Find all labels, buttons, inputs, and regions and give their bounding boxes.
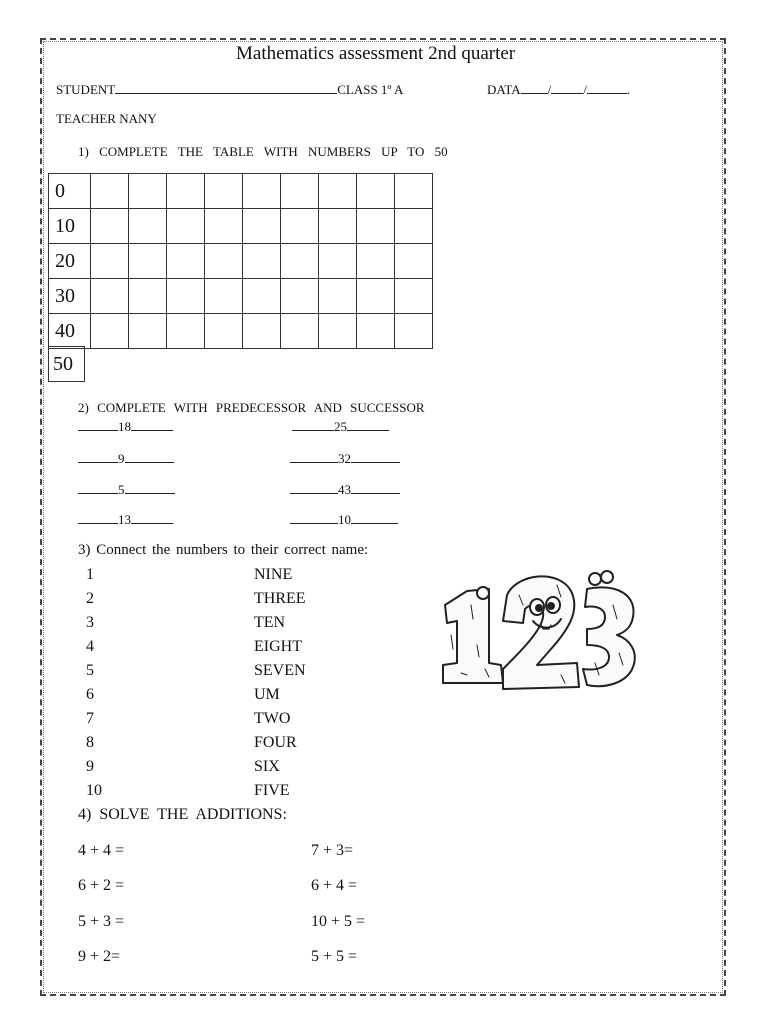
table-cell[interactable] — [357, 244, 395, 279]
predecessor-blank[interactable] — [78, 511, 118, 524]
table-row — [49, 314, 433, 349]
table-cell[interactable] — [243, 314, 281, 349]
predecessor-blank[interactable] — [78, 481, 118, 494]
number-name[interactable]: UM — [254, 686, 280, 703]
predecessor-blank[interactable] — [290, 481, 338, 494]
number-label: 18 — [118, 419, 131, 434]
number-item: 9 — [86, 758, 94, 775]
table-cell[interactable] — [91, 209, 129, 244]
pred-succ-item — [78, 481, 175, 498]
table-cell[interactable] — [395, 209, 433, 244]
q1-heading: 1) COMPLETE THE TABLE WITH NUMBERS UP TO 50 — [78, 144, 448, 159]
table-cell[interactable] — [91, 244, 129, 279]
table-cell[interactable] — [91, 174, 129, 209]
pred-succ-item — [290, 511, 398, 528]
addition-item[interactable]: 5 + 3 = — [78, 913, 125, 930]
addition-item[interactable]: 7 + 3= — [311, 842, 354, 859]
table-cell[interactable] — [91, 314, 129, 349]
table-cell[interactable] — [243, 174, 281, 209]
table-cell[interactable] — [357, 279, 395, 314]
table-cell[interactable] — [167, 209, 205, 244]
table-cell[interactable] — [129, 174, 167, 209]
number-label: 5 — [118, 482, 125, 497]
number-label: 13 — [118, 512, 131, 527]
date-row: DATA / / . — [487, 82, 631, 97]
pred-succ-item — [78, 418, 173, 435]
table-cell[interactable] — [205, 174, 243, 209]
table-cell[interactable] — [91, 279, 129, 314]
number-item: 7 — [86, 710, 94, 727]
addition-item[interactable]: 9 + 2= — [78, 948, 121, 965]
table-cell[interactable] — [395, 279, 433, 314]
teacher-label: TEACHER NANY — [56, 111, 157, 126]
table-cell[interactable] — [205, 209, 243, 244]
successor-blank[interactable] — [351, 481, 400, 494]
table-cell[interactable] — [205, 244, 243, 279]
table-cell[interactable] — [167, 314, 205, 349]
table-cell[interactable] — [319, 209, 357, 244]
number-label: 10 — [338, 512, 351, 527]
student-name-blank[interactable] — [115, 81, 337, 94]
table-row — [49, 244, 433, 279]
date-label: DATA — [487, 82, 521, 97]
table-cell[interactable] — [243, 279, 281, 314]
number-name[interactable]: EIGHT — [254, 638, 302, 655]
worksheet-title: Mathematics assessment 2nd quarter — [236, 43, 516, 64]
table-cell[interactable] — [281, 244, 319, 279]
row-label: 10 — [49, 209, 91, 244]
table-cell[interactable] — [319, 279, 357, 314]
number-item: 4 — [86, 638, 94, 655]
table-cell[interactable] — [357, 174, 395, 209]
successor-blank[interactable] — [125, 450, 174, 463]
predecessor-blank[interactable] — [290, 511, 338, 524]
q4-heading: 4) SOLVE THE ADDITIONS: — [78, 806, 287, 823]
number-label: 25 — [334, 419, 347, 434]
pred-succ-item — [78, 450, 174, 467]
predecessor-blank[interactable] — [290, 450, 338, 463]
table-cell[interactable] — [281, 209, 319, 244]
successor-blank[interactable] — [125, 481, 175, 494]
predecessor-blank[interactable] — [78, 450, 118, 463]
table-cell[interactable] — [205, 314, 243, 349]
table-cell[interactable] — [281, 279, 319, 314]
table-cell[interactable] — [281, 174, 319, 209]
pred-succ-item — [292, 418, 389, 435]
addition-item[interactable]: 4 + 4 = — [78, 842, 125, 859]
number-item: 2 — [86, 590, 94, 607]
table-cell[interactable] — [243, 209, 281, 244]
successor-blank[interactable] — [131, 511, 173, 524]
table-cell[interactable] — [129, 279, 167, 314]
table-cell[interactable] — [129, 314, 167, 349]
table-cell[interactable] — [357, 314, 395, 349]
successor-blank[interactable] — [347, 418, 389, 431]
table-row — [49, 174, 433, 209]
number-table — [48, 173, 433, 349]
class-label: CLASS 1º A — [337, 82, 404, 97]
successor-blank[interactable] — [351, 450, 400, 463]
predecessor-blank[interactable] — [78, 418, 118, 431]
table-cell[interactable] — [281, 314, 319, 349]
date-day-blank[interactable] — [521, 81, 548, 94]
number-name[interactable]: TWO — [254, 710, 291, 727]
table-cell[interactable] — [319, 174, 357, 209]
number-name[interactable]: NINE — [254, 566, 293, 583]
table-cell[interactable] — [129, 244, 167, 279]
number-name[interactable]: FOUR — [254, 734, 297, 751]
number-item: 5 — [86, 662, 94, 679]
number-label: 43 — [338, 482, 351, 497]
date-month-blank[interactable] — [551, 81, 583, 94]
number-label: 9 — [118, 451, 125, 466]
date-year-blank[interactable] — [587, 81, 627, 94]
table-cell[interactable] — [205, 279, 243, 314]
number-123-cartoon-icon — [437, 565, 647, 695]
number-name[interactable]: FIVE — [254, 782, 290, 799]
number-item: 6 — [86, 686, 94, 703]
addition-item[interactable]: 10 + 5 = — [311, 913, 366, 930]
successor-blank[interactable] — [351, 511, 398, 524]
table-cell[interactable] — [243, 244, 281, 279]
table-cell[interactable] — [395, 244, 433, 279]
row-label: 0 — [49, 174, 91, 209]
table-cell[interactable] — [395, 314, 433, 349]
row-label: 20 — [49, 244, 91, 279]
q3-heading: 3) Connect the numbers to their correct name: — [78, 542, 369, 558]
table-cell[interactable] — [319, 314, 357, 349]
number-name[interactable]: TEN — [254, 614, 286, 631]
number-item: 3 — [86, 614, 94, 631]
addition-item[interactable]: 6 + 2 = — [78, 877, 125, 894]
row-label-50: 50 — [48, 346, 85, 382]
number-name[interactable]: THREE — [254, 590, 306, 607]
q2-heading: 2) COMPLETE WITH PREDECESSOR AND SUCCESSOR — [78, 400, 425, 415]
number-item: 1 — [86, 566, 94, 583]
successor-blank[interactable] — [131, 418, 173, 431]
student-label: STUDENT — [56, 82, 116, 97]
table-row — [49, 279, 433, 314]
row-label: 30 — [49, 279, 91, 314]
number-label: 32 — [338, 451, 351, 466]
table-cell[interactable] — [167, 244, 205, 279]
pred-succ-item — [78, 511, 173, 528]
table-row — [49, 209, 433, 244]
number-item: 8 — [86, 734, 94, 751]
student-row — [56, 81, 403, 98]
table-cell[interactable] — [357, 209, 395, 244]
table-cell[interactable] — [167, 279, 205, 314]
number-name[interactable]: SIX — [254, 758, 280, 775]
table-cell[interactable] — [319, 244, 357, 279]
row-label: 40 — [49, 314, 91, 349]
table-cell[interactable] — [395, 174, 433, 209]
predecessor-blank[interactable] — [292, 418, 334, 431]
pred-succ-item — [290, 481, 400, 498]
number-name[interactable]: SEVEN — [254, 662, 306, 679]
pred-succ-item — [290, 450, 400, 467]
addition-item[interactable]: 5 + 5 = — [311, 948, 358, 965]
table-cell[interactable] — [167, 174, 205, 209]
number-item: 10 — [86, 782, 102, 799]
table-cell[interactable] — [129, 209, 167, 244]
addition-item[interactable]: 6 + 4 = — [311, 877, 358, 894]
